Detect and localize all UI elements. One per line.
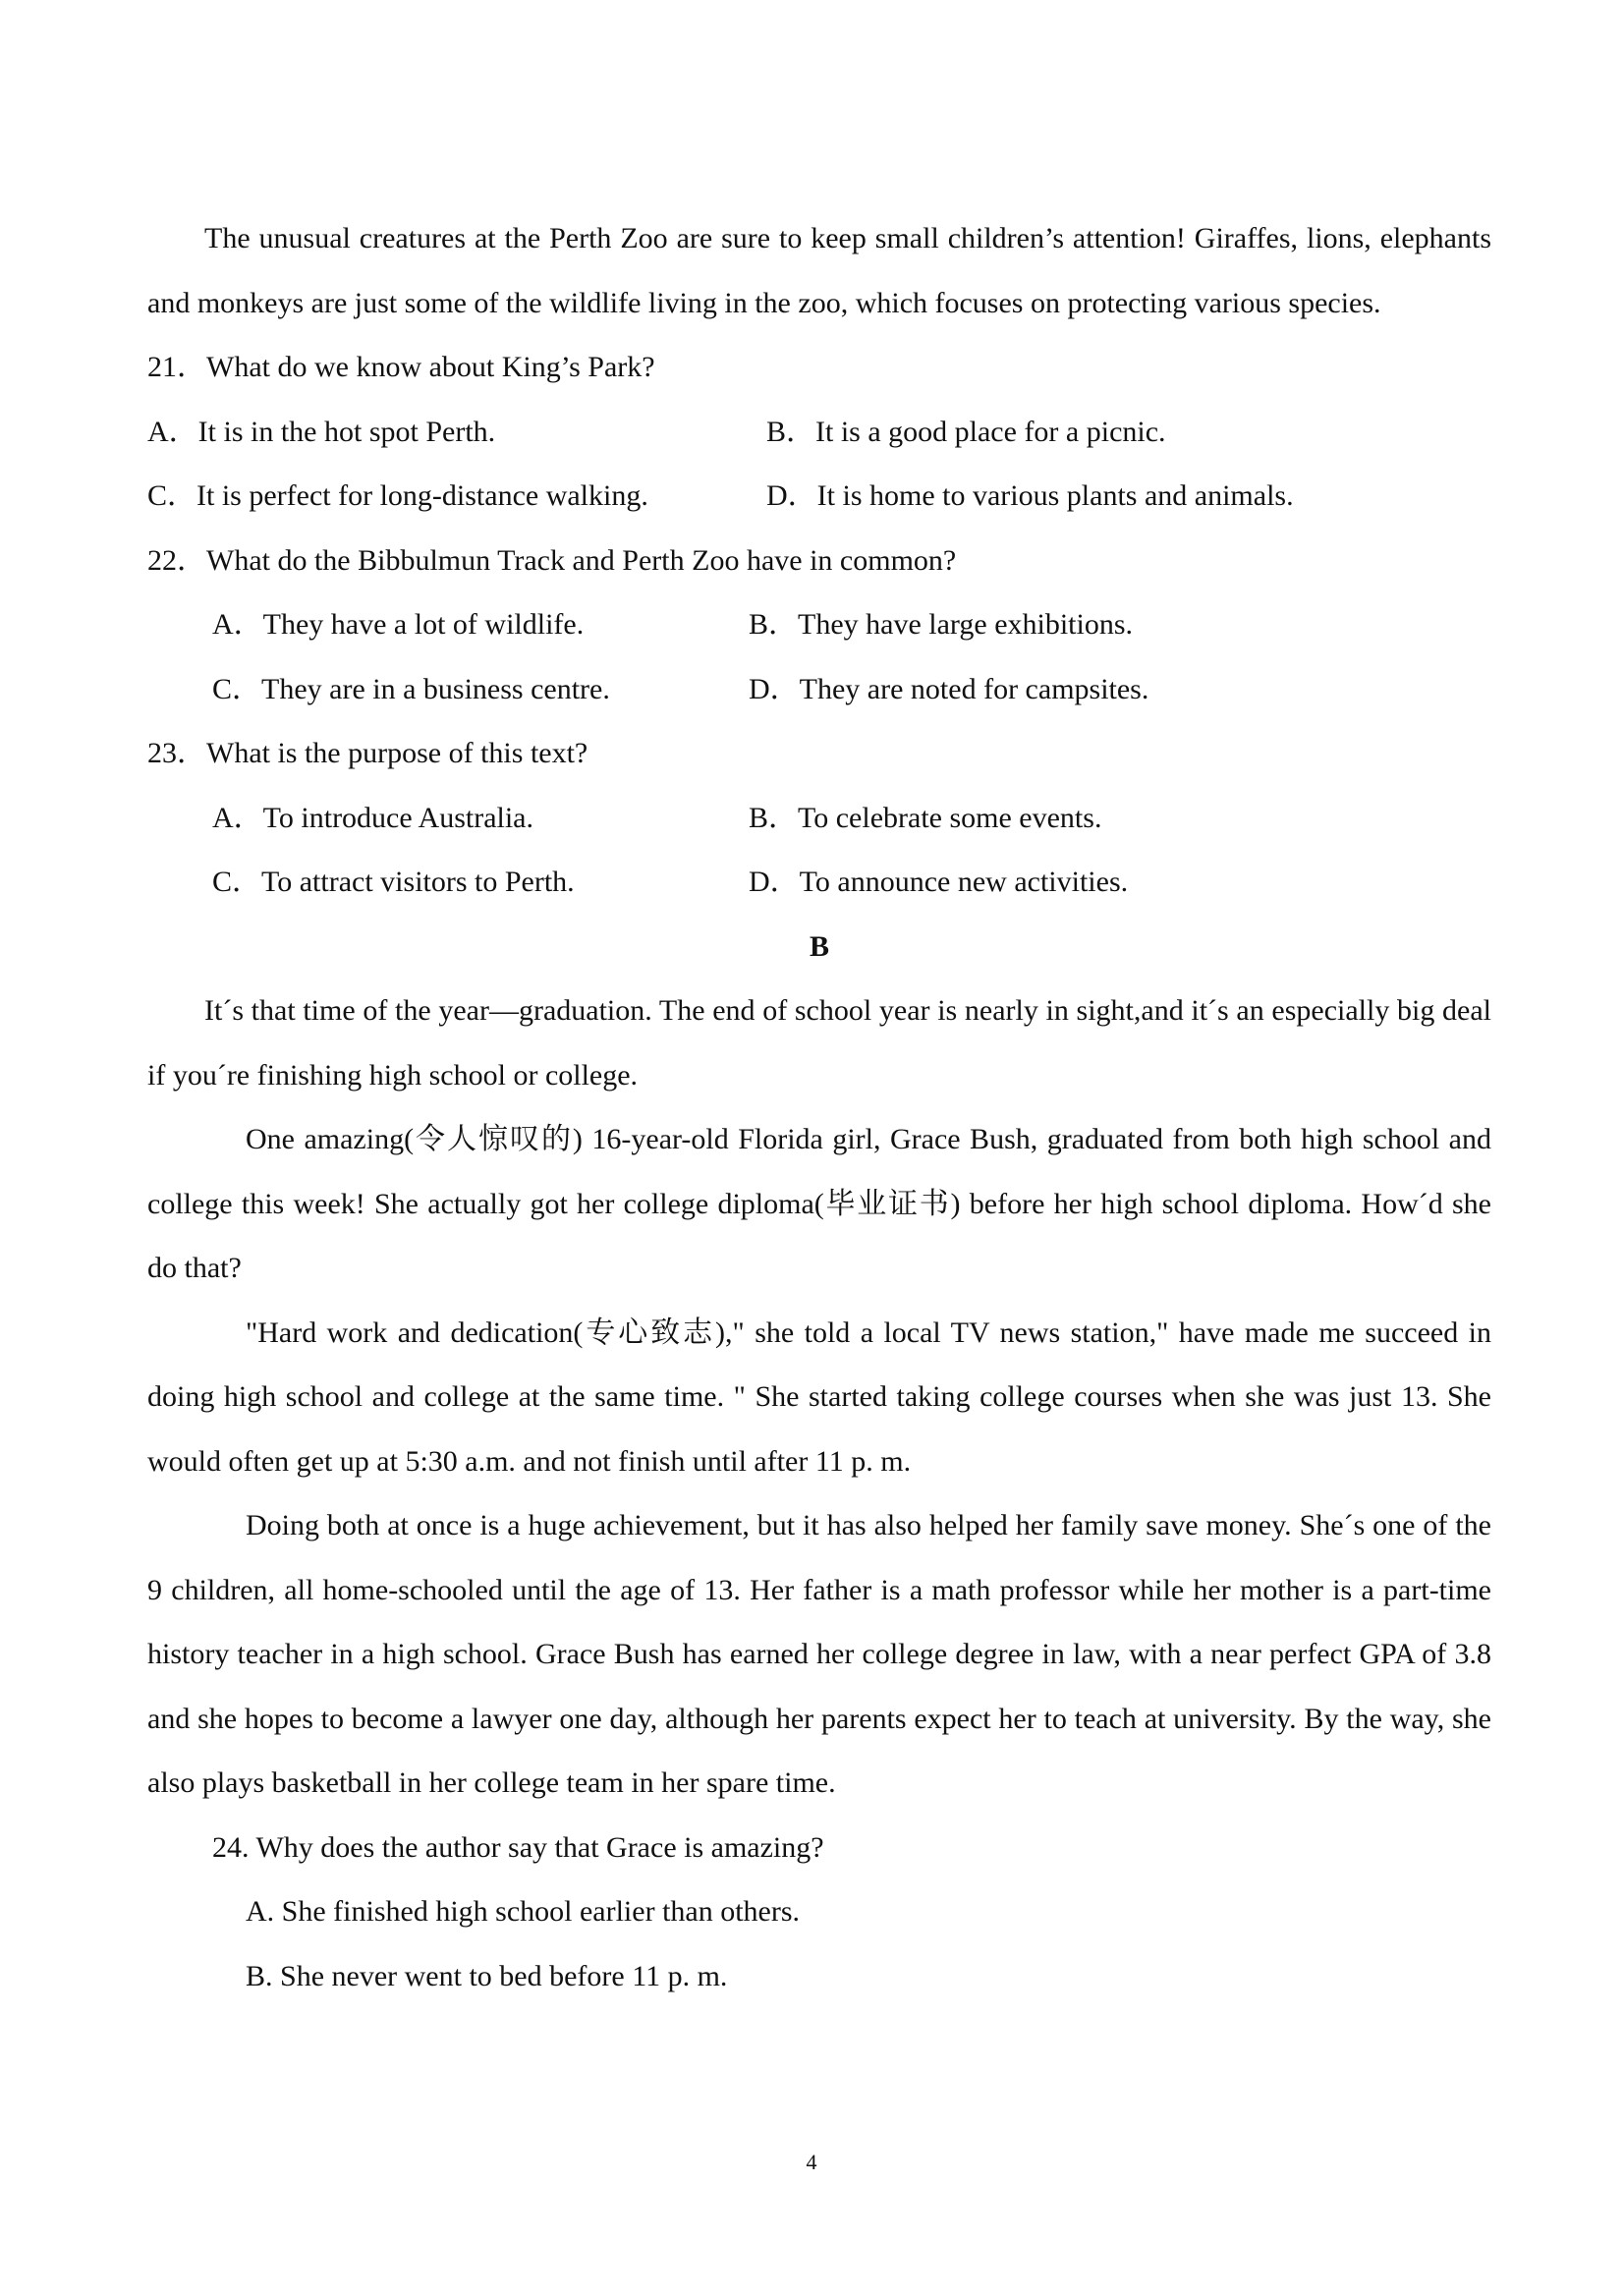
passage-paragraph: The unusual creatures at the Perth Zoo are sure to keep small children’s attention! Giraffes, lions, elephants and monkeys are just some of the wildlife living in the zoo, which focuses on protecting various species. xyxy=(147,222,1491,319)
page-number: 4 xyxy=(806,2150,817,2174)
section-heading: B xyxy=(809,929,829,963)
option-c: C．To attract visitors to Perth. xyxy=(212,866,575,898)
option-a: A．It is in the hot spot Perth. xyxy=(147,415,496,448)
option-b: B．It is a good place for a picnic. xyxy=(766,415,1166,448)
option-b: B．They have large exhibitions. xyxy=(749,608,1134,641)
option-a: A．To introduce Australia. xyxy=(212,801,533,834)
passage-paragraph: Doing both at once is a huge achievement, but it has also helped her family save money. She´s one of the 9 children, all home-schooled until the age of 13. Her father is a math professor while her mother is a part-time history teacher in a high school. Grace Bush has earned her college degree in law, with a near perfect GPA of 3.8 and she hopes to become a lawyer one day, although her parents expect her to teach at university. By the way, she also plays basketball in her college team in her spare time. xyxy=(147,1509,1491,1799)
option-row xyxy=(147,592,1491,657)
question-stem: 24. Why does the author say that Grace is amazing? xyxy=(212,1830,824,1864)
option-row xyxy=(147,850,1491,915)
option-row xyxy=(147,786,1491,851)
exam-page xyxy=(147,206,1491,2008)
option-c: C．It is perfect for long-distance walking. xyxy=(147,479,648,512)
option-row xyxy=(147,400,1491,465)
passage-paragraph: "Hard work and dedication(专心致志)," she told a local TV news station," have made me succeed in doing high school and college at the same time. " She started taking college courses when she was just 13. She would often get up at 5:30 a.m. and not finish until after 11 p. m. xyxy=(147,1316,1491,1478)
option-d: D．To announce new activities. xyxy=(749,866,1129,898)
option-d: D．It is home to various plants and animals. xyxy=(766,479,1294,512)
passage-paragraph: One amazing(令人惊叹的) 16-year-old Florida girl, Grace Bush, graduated from both high school and college this week! She actually got her college diploma(毕业证书) before her high school diploma. How´d she do that? xyxy=(147,1123,1491,1284)
option-row xyxy=(147,657,1491,722)
option-a: A．They have a lot of wildlife. xyxy=(212,608,585,641)
option-b: B. She never went to bed before 11 p. m. xyxy=(246,1959,728,1992)
option-a: A. She finished high school earlier than others. xyxy=(246,1895,801,1928)
option-row xyxy=(147,464,1491,529)
option-b: B．To celebrate some events. xyxy=(749,801,1102,834)
question-stem: 22．What do the Bibbulmun Track and Perth Zoo have in common? xyxy=(147,543,957,577)
option-c: C．They are in a business centre. xyxy=(212,672,610,705)
question-stem: 23．What is the purpose of this text? xyxy=(147,737,588,769)
option-d: D．They are noted for campsites. xyxy=(749,672,1149,705)
passage-paragraph: It´s that time of the year—graduation. The end of school year is nearly in sight,and it´s an especially big deal if you´re finishing high school or college. xyxy=(147,994,1491,1092)
question-stem: 21．What do we know about King’s Park? xyxy=(147,351,655,383)
